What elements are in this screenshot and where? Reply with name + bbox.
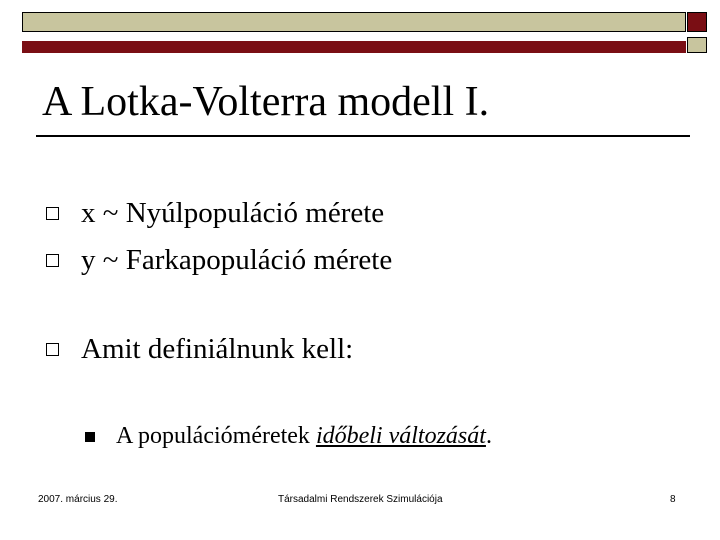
slide-title: A Lotka-Volterra modell I. (42, 79, 490, 125)
sub-bullet-item (85, 423, 492, 450)
filled-square-bullet-icon (85, 432, 95, 442)
footer-page-number: 8 (670, 494, 676, 505)
sub-bullet-suffix: . (485, 423, 492, 449)
hollow-square-bullet-icon (46, 207, 59, 220)
hollow-square-bullet-icon (46, 343, 59, 356)
header-maroon-band (22, 41, 686, 53)
bullet-text: x ~ Nyúlpopuláció mérete (81, 197, 385, 229)
bullet-item (46, 244, 392, 277)
footer-course: Társadalmi Rendszerek Szimulációja (278, 494, 443, 505)
header-olive-square (687, 37, 707, 53)
sub-bullet-text (116, 423, 492, 450)
bullet-item (46, 333, 353, 366)
decorative-header-bar (22, 12, 708, 42)
sub-bullet-prefix: A populációméretek (116, 423, 316, 449)
title-divider (36, 135, 690, 137)
footer-date: 2007. március 29. (38, 494, 118, 505)
bullet-text: y ~ Farkapopuláció mérete (81, 244, 393, 276)
header-olive-band (22, 12, 686, 32)
hollow-square-bullet-icon (46, 254, 59, 267)
bullet-text: Amit definiálnunk kell: (81, 333, 354, 365)
sub-bullet-emphasis: időbeli változását (315, 423, 486, 449)
header-maroon-square (687, 12, 707, 32)
bullet-item (46, 197, 384, 230)
